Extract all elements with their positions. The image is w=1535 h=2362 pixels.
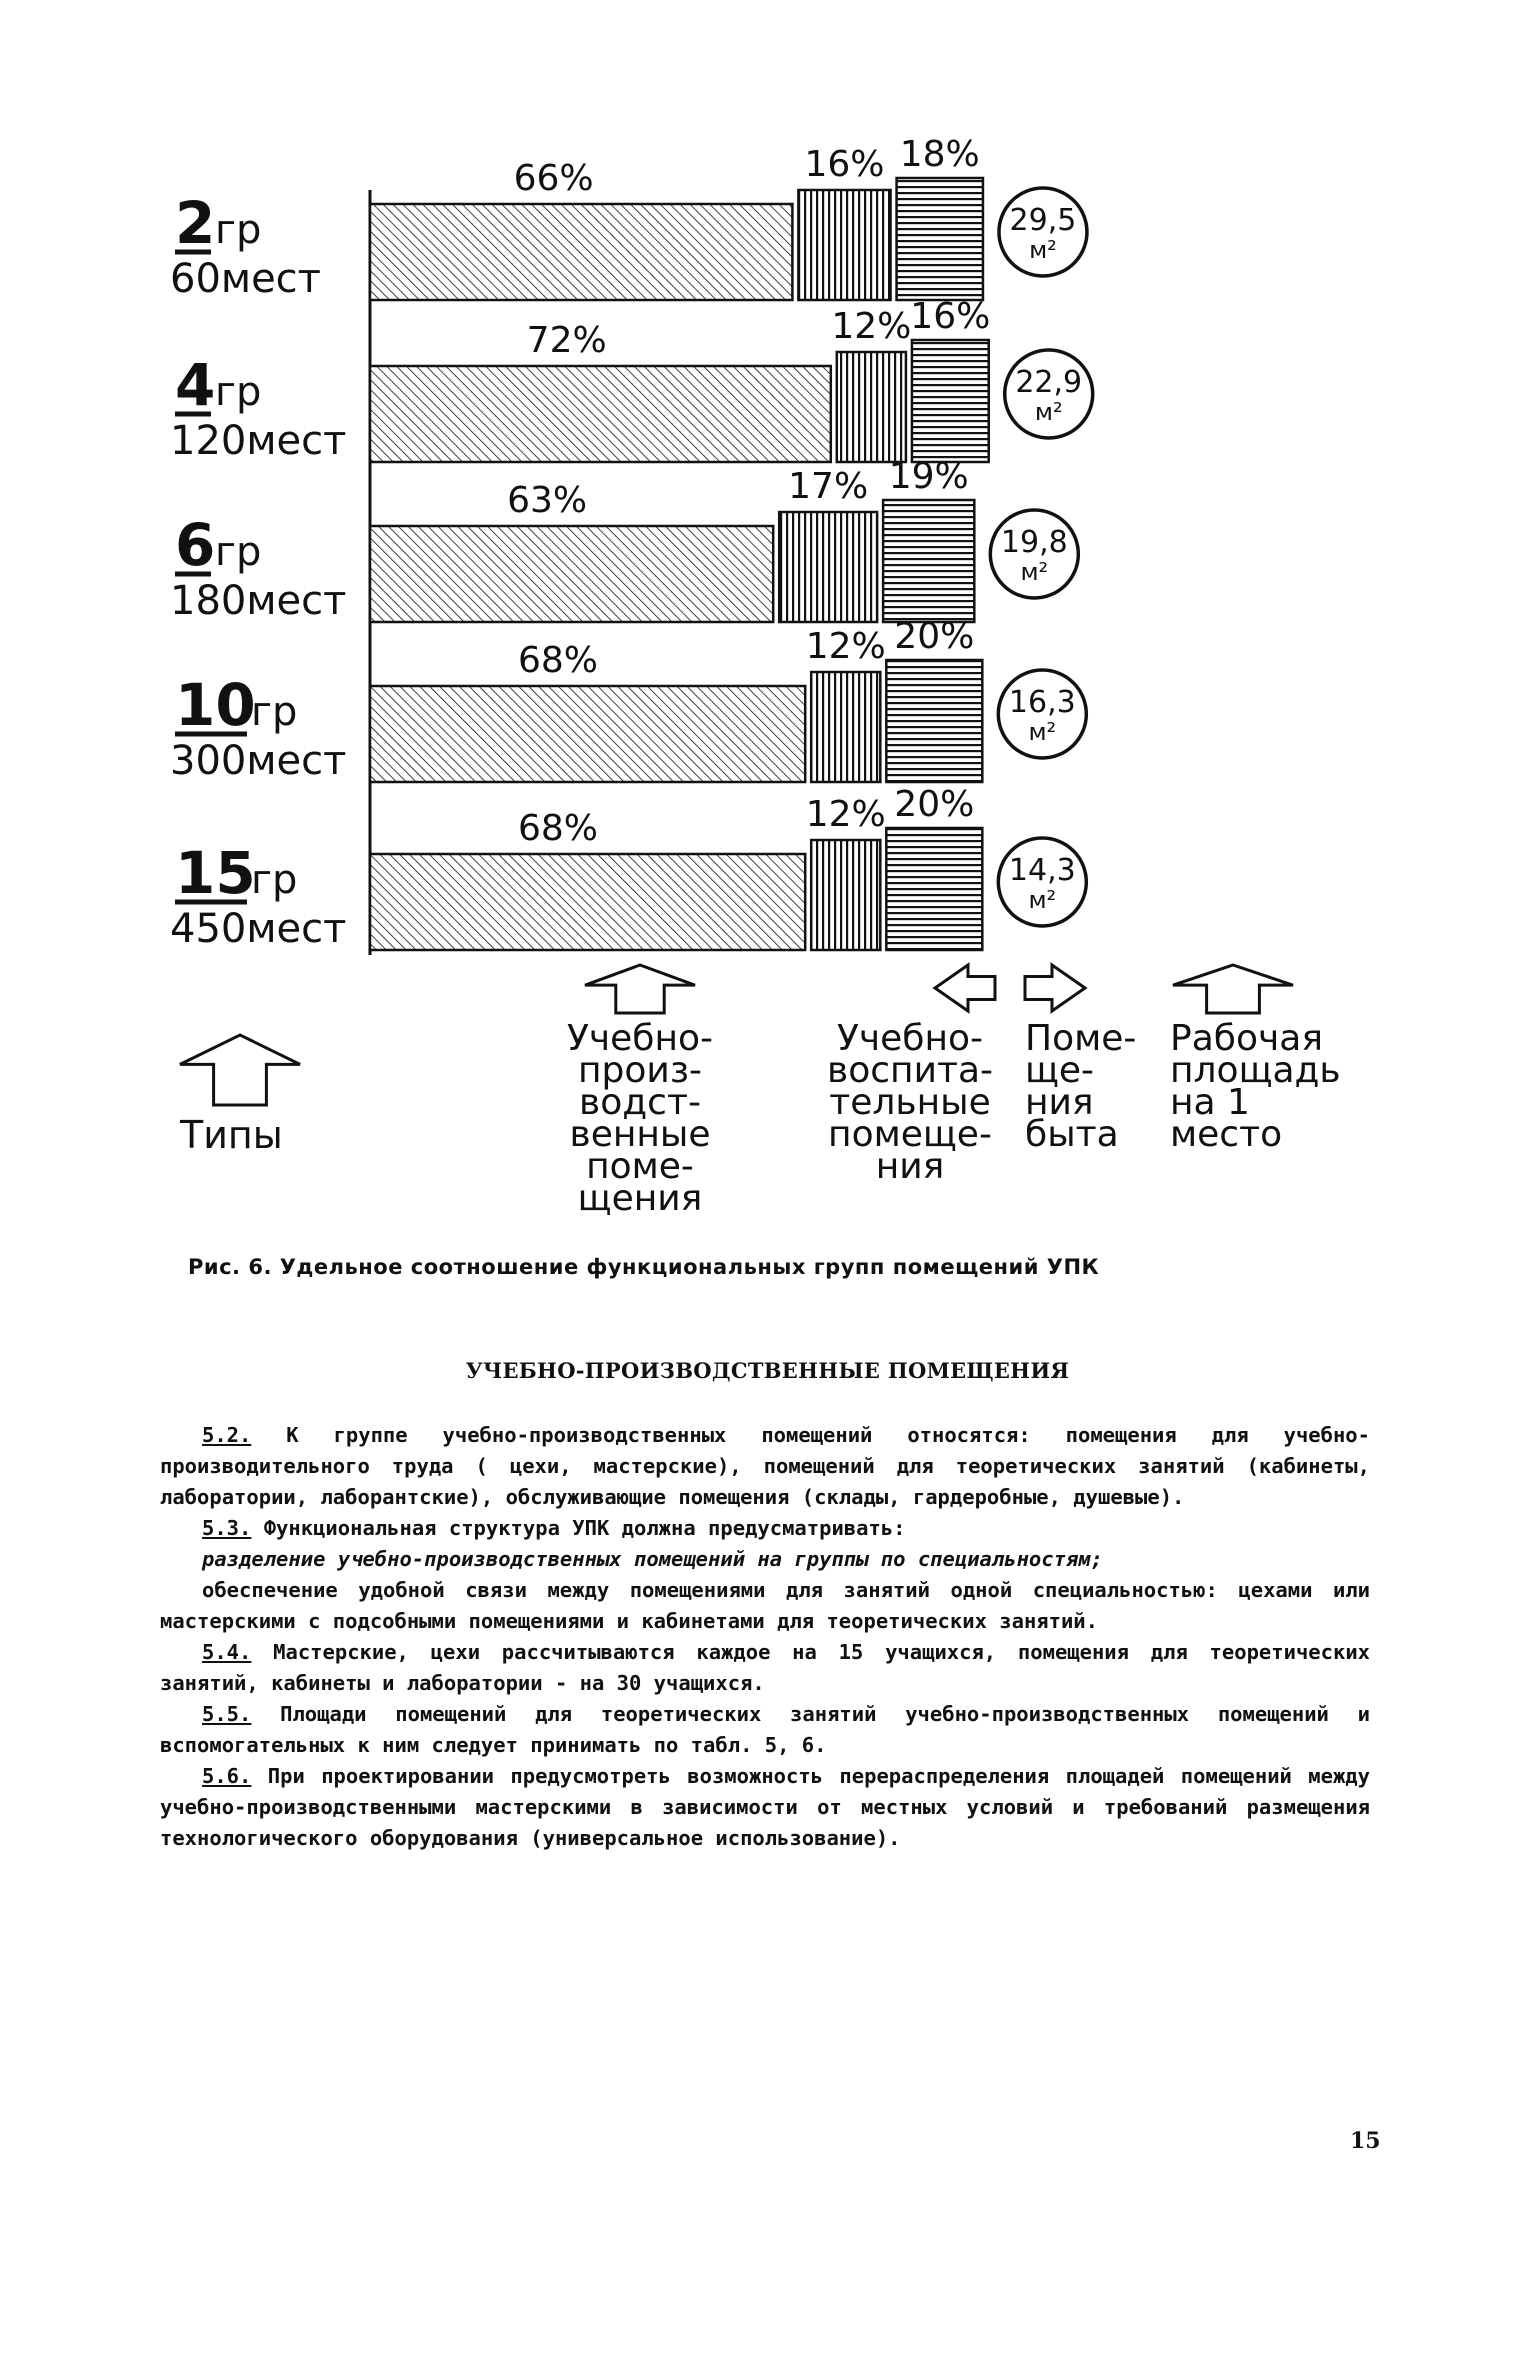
category-group-suffix: гр [251, 857, 298, 903]
paragraph-text: разделение учебно-производственных помещений на группы по специальностям; [202, 1547, 1103, 1571]
bar-label-educational: 16% [804, 144, 885, 185]
bar-label-production: 68% [517, 640, 598, 681]
category-places: 180мест [170, 578, 347, 624]
bar-production [370, 366, 831, 462]
category-group-number: 2 [175, 189, 216, 257]
paragraph-number: 5.6. [202, 1764, 252, 1788]
paragraph-5-5 [160, 1699, 1370, 1761]
legend-household-line: ще- [1025, 1050, 1095, 1091]
bar-label-household: 20% [894, 784, 975, 825]
legend-area-line: площадь [1170, 1050, 1341, 1091]
bar-label-household: 20% [894, 616, 975, 657]
bar-household [886, 828, 982, 950]
household-arrow-icon [1025, 965, 1085, 1011]
bar-label-household: 16% [910, 296, 991, 337]
bar-label-household: 19% [888, 456, 969, 497]
paragraph-number: 5.5. [202, 1702, 252, 1726]
category-group-suffix: гр [215, 207, 262, 253]
legend-production-line: водст- [579, 1082, 701, 1123]
bar-label-educational: 12% [805, 626, 886, 667]
paragraph-text: При проектировании предусмотреть возможность перераспределения площадей помещений между учебно-производственными мастерскими в зависимости от местных условий и требований размещения технологического оборудования (универсальное использование). [160, 1764, 1370, 1850]
paragraph-text: Мастерские, цехи рассчитываются каждое на 15 учащихся, помещения для теоретических занятий, кабинеты и лаборатории - на 30 учащихся. [160, 1640, 1370, 1695]
category-places: 450мест [170, 906, 347, 952]
bar-label-educational: 12% [831, 306, 912, 347]
paragraph-number: 5.3. [202, 1516, 252, 1540]
legend-production-line: Учебно- [566, 1018, 714, 1059]
bar-production [370, 204, 792, 300]
bar-educational [811, 672, 880, 782]
bar-label-production: 68% [517, 808, 598, 849]
legend-area-line: место [1170, 1114, 1283, 1155]
area-unit: м² [1034, 398, 1063, 426]
educational-arrow-icon [935, 965, 995, 1011]
bar-label-production: 63% [507, 480, 588, 521]
legend-area-line: на 1 [1170, 1082, 1250, 1123]
legend-production-line: поме- [586, 1146, 694, 1187]
legend-types: Типы [180, 1113, 283, 1157]
category-group-number: 4 [175, 351, 216, 419]
legend-household-line: Поме- [1025, 1018, 1137, 1059]
legend-educational-line: тельные [829, 1082, 991, 1123]
paragraph-5-6 [160, 1761, 1370, 1854]
paragraph-text: Площади помещений для теоретических занятий учебно-производственных помещений и вспомогательных к ним следует принимать по табл. 5, 6. [160, 1702, 1370, 1757]
paragraph-number: 5.4. [202, 1640, 252, 1664]
bar-educational [837, 352, 906, 462]
area-arrow-icon [1173, 965, 1293, 1013]
bar-household [897, 178, 983, 300]
legend-educational-line: Учебно- [836, 1018, 984, 1059]
category-places: 120мест [170, 418, 347, 464]
bar-production [370, 854, 805, 950]
section-body [160, 1420, 1370, 1854]
bar-household [912, 340, 989, 462]
legend-educational-line: ния [875, 1146, 945, 1187]
category-places: 60мест [170, 256, 321, 302]
area-value: 22,9 [1015, 365, 1083, 400]
legend-production-line: щения [577, 1178, 703, 1219]
legend-production-line: венные [569, 1114, 711, 1155]
bar-production [370, 526, 773, 622]
area-unit: м² [1029, 236, 1057, 264]
legend-household-line: ния [1025, 1082, 1094, 1123]
paragraph-text: обеспечение удобной связи между помещениями для занятий одной специальностью: цехами или мастерскими с подсобными помещениями и кабинетами для теоретических занятий. [160, 1578, 1370, 1633]
category-group-number: 15 [175, 839, 256, 907]
bar-label-educational: 17% [788, 466, 869, 507]
category-places: 300мест [170, 738, 347, 784]
category-group-number: 10 [175, 671, 256, 739]
area-value: 16,3 [1008, 685, 1076, 720]
paragraph-text: К группе учебно-производственных помещений относятся: помещения для учебно-производительного труда ( цехи, мастерские), помещений для теоретических занятий (кабинеты, лаборатории, лаборантские), обслуживающие помещения (склады, гардеробные, душевые). [160, 1423, 1370, 1509]
category-group-suffix: гр [215, 369, 262, 415]
paragraph-number: 5.2. [202, 1423, 252, 1447]
area-unit: м² [1028, 718, 1057, 746]
category-group-suffix: гр [215, 529, 262, 575]
legend-educational-line: воспита- [827, 1050, 993, 1091]
area-value: 29,5 [1009, 203, 1077, 238]
category-group-suffix: гр [251, 689, 298, 735]
paragraph-5-3 [160, 1513, 1370, 1544]
legend-production-line: произ- [578, 1050, 702, 1091]
bar-label-educational: 12% [805, 794, 886, 835]
bar-label-production: 72% [526, 320, 607, 361]
legend-area-line: Рабочая [1170, 1018, 1323, 1059]
section-title: УЧЕБНО-ПРОИЗВОДСТВЕННЫЕ ПОМЕЩЕНИЯ [465, 1358, 1070, 1383]
area-value: 19,8 [1000, 525, 1068, 560]
paragraph-5-2 [160, 1420, 1370, 1513]
paragraph-text: Функциональная структура УПК должна предусматривать: [251, 1516, 906, 1540]
bar-educational [798, 190, 890, 300]
bar-label-household: 18% [899, 134, 980, 175]
bar-household [883, 500, 974, 622]
legend-household-line: быта [1025, 1114, 1119, 1155]
bar-production [370, 686, 805, 782]
production-arrow-icon [585, 965, 695, 1013]
types-arrow-icon [180, 1035, 300, 1105]
area-value: 14,3 [1008, 853, 1076, 888]
bar-household [886, 660, 982, 782]
area-unit: м² [1020, 558, 1049, 586]
bar-educational [811, 840, 880, 950]
paragraph-structure-2 [160, 1575, 1370, 1637]
paragraph-5-4 [160, 1637, 1370, 1699]
bar-label-production: 66% [513, 158, 594, 199]
figure-caption: Рис. 6. Удельное соотношение функциональных групп помещений УПК [188, 1255, 1100, 1279]
area-unit: м² [1028, 886, 1057, 914]
legend-educational-line: помеще- [828, 1114, 992, 1155]
page-number: 15 [1350, 2128, 1381, 2154]
bar-educational [779, 512, 877, 622]
paragraph-structure-1 [160, 1544, 1370, 1575]
category-group-number: 6 [175, 511, 216, 579]
